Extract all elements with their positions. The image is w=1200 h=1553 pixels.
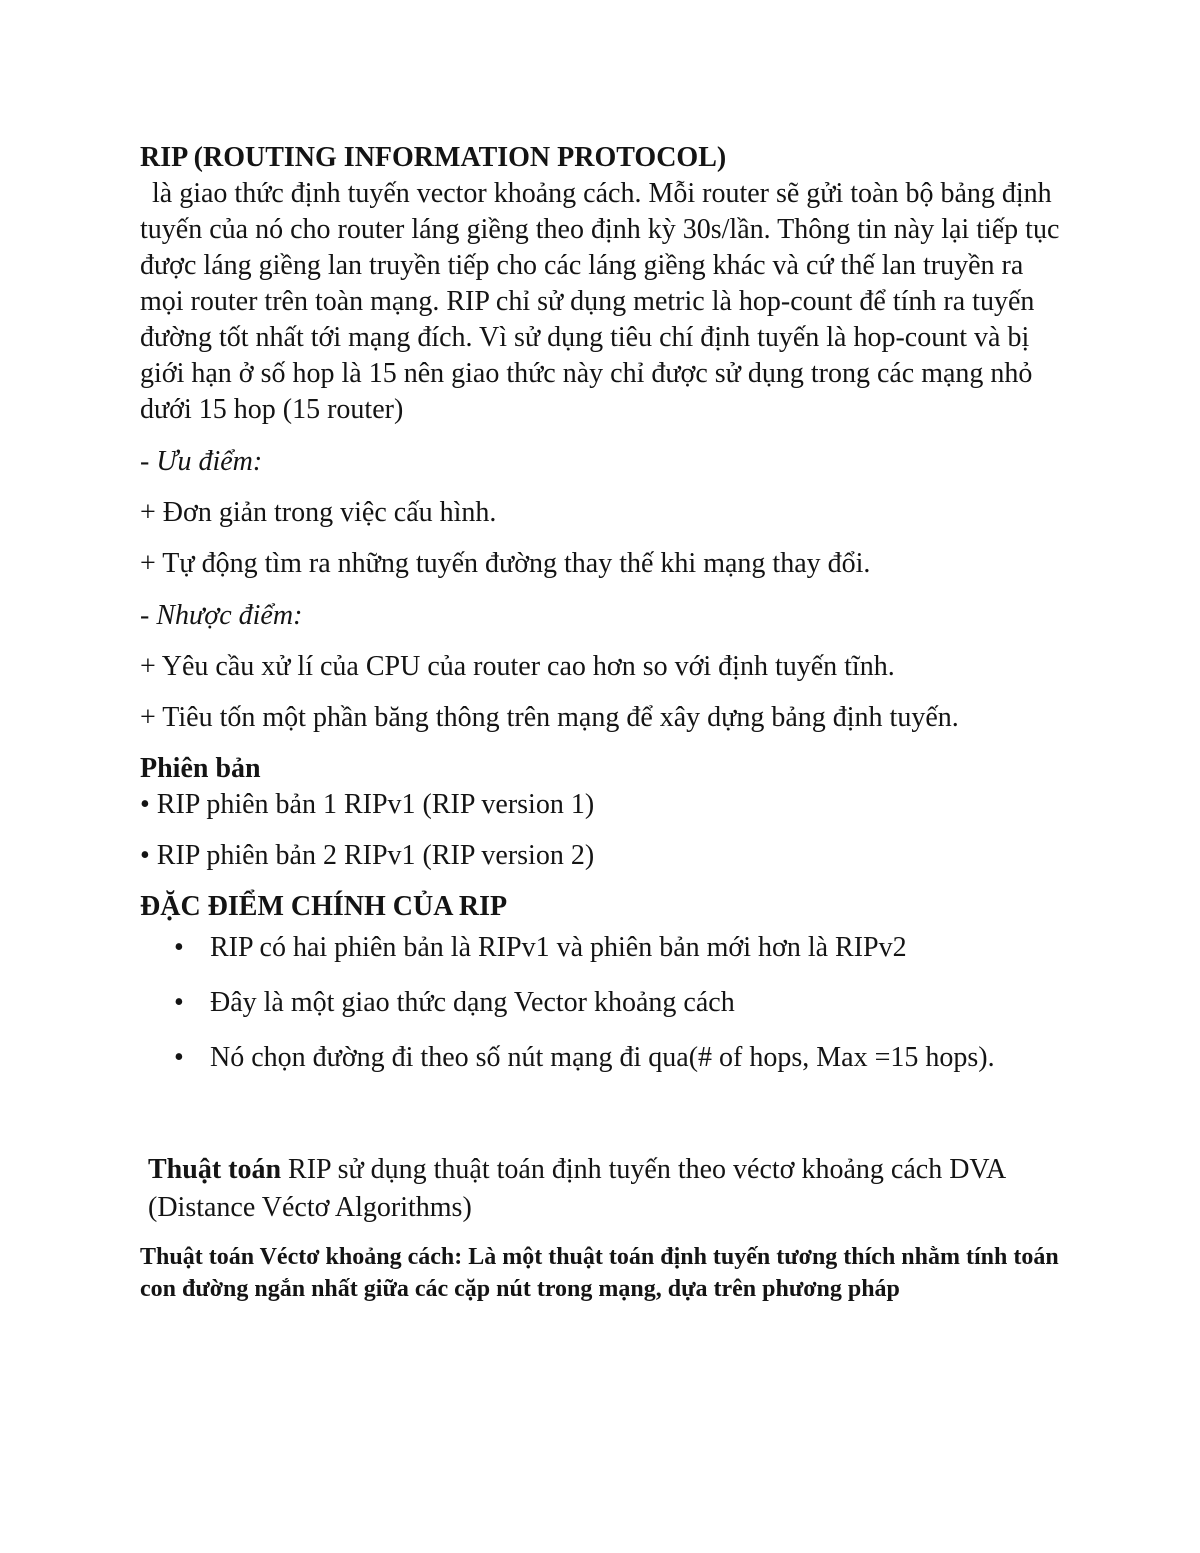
- intro-paragraph: là giao thức định tuyến vector khoảng cách. Mỗi router sẽ gửi toàn bộ bảng định tuyến của nó cho router láng giềng theo định kỳ 30s/lần. Thông tin này lại tiếp tục được láng giềng lan truyền tiếp cho các láng giềng khác và cứ thế lan truyền ra mọi router trên toàn mạng. RIP chỉ sử dụng metric là hop-count để tính ra tuyến đường tốt nhất tới mạng đích. Vì sử dụng tiêu chí định tuyến là hop-count và bị giới hạn ở số hop là 15 nên giao thức này chỉ được sử dụng trong các mạng nhỏ dưới 15 hop (15 router): [140, 178, 1060, 425]
- features-heading: ĐẶC ĐIỂM CHÍNH CỦA RIP: [140, 891, 508, 922]
- advantages-prefix: -: [140, 446, 157, 477]
- algorithm-label: Thuật toán: [148, 1154, 282, 1185]
- advantages-label: [140, 444, 1070, 480]
- feature-text: RIP có hai phiên bản là RIPv1 và phiên bản mới hơn là RIPv2: [210, 932, 907, 963]
- features-list: [140, 929, 1070, 1077]
- version-item: • RIP phiên bản 1 RIPv1 (RIP version 1): [140, 789, 595, 820]
- disadvantages-label-text: Nhược điểm:: [156, 600, 303, 631]
- bullet-icon: •: [174, 932, 184, 963]
- algorithm-paragraph: [148, 1151, 1070, 1227]
- disadvantage-item: + Tiêu tốn một phần băng thông trên mạng để xây dựng bảng định tuyến.: [140, 702, 959, 733]
- list-item: [140, 984, 1070, 1022]
- list-item: [140, 1039, 1070, 1077]
- list-item: [140, 929, 1070, 967]
- disadvantage-item: + Yêu cầu xử lí của CPU của router cao hơn so với định tuyến tĩnh.: [140, 651, 895, 682]
- advantage-item: + Đơn giản trong việc cấu hình.: [140, 497, 497, 528]
- advantage-item: + Tự động tìm ra những tuyến đường thay thế khi mạng thay đổi.: [140, 548, 871, 579]
- feature-text: Nó chọn đường đi theo số nút mạng đi qua(# of hops, Max =15 hops).: [210, 1042, 995, 1073]
- document-body: [140, 140, 1070, 1305]
- algorithm-description: Thuật toán Véctơ khoảng cách: Là một thuật toán định tuyến tương thích nhằm tính toán con đường ngắn nhất giữa các cặp nút trong mạng, dựa trên phương pháp: [140, 1244, 1059, 1302]
- disadvantages-prefix: -: [140, 600, 157, 631]
- algorithm-text: RIP sử dụng thuật toán định tuyến theo véctơ khoảng cách DVA (Distance Véctơ Algorithms): [148, 1154, 1005, 1223]
- version-item: • RIP phiên bản 2 RIPv1 (RIP version 2): [140, 840, 595, 871]
- document-title: RIP (ROUTING INFORMATION PROTOCOL): [140, 142, 727, 173]
- disadvantages-label: [140, 598, 1070, 634]
- advantages-label-text: Ưu điểm:: [156, 446, 263, 477]
- bullet-icon: •: [174, 1042, 184, 1073]
- feature-text: Đây là một giao thức dạng Vector khoảng cách: [210, 987, 735, 1018]
- bullet-icon: •: [174, 987, 184, 1018]
- versions-heading: Phiên bản: [140, 753, 261, 784]
